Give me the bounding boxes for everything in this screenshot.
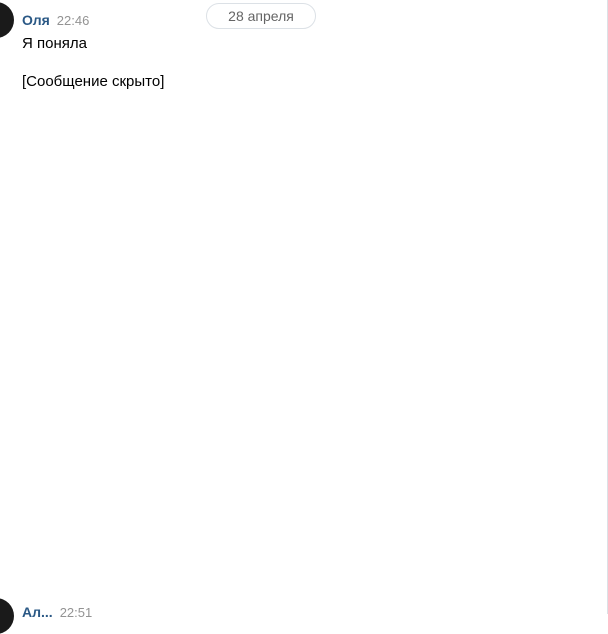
paragraph-gap (22, 55, 582, 71)
next-message-time[interactable]: 22:51 (59, 605, 93, 620)
message-text (22, 33, 582, 93)
next-message-header (22, 604, 92, 620)
date-divider: 28 апреля (206, 3, 316, 29)
message-time[interactable]: 22:46 (56, 13, 90, 28)
message-line: Я поняла (22, 35, 87, 52)
sender-name[interactable]: Оля (22, 12, 50, 28)
message-header (22, 11, 89, 30)
avatar-next[interactable] (0, 598, 14, 634)
message-line: [Сообщение скрыто] (22, 73, 165, 90)
next-sender-name[interactable]: Ал... (22, 604, 53, 620)
avatar[interactable] (0, 2, 14, 38)
